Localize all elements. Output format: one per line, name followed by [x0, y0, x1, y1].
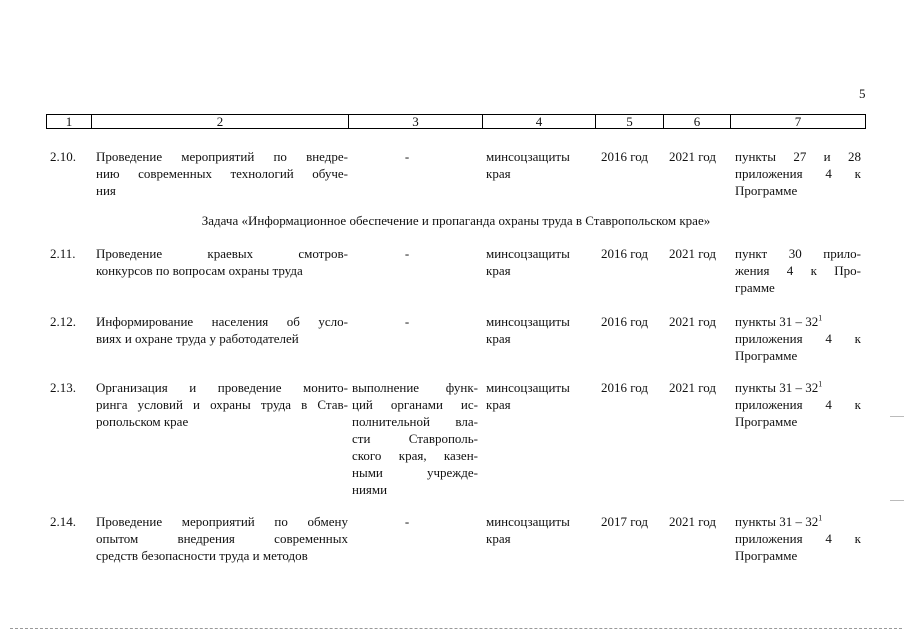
- row-number: 2.11.: [50, 246, 76, 261]
- row-reference: пункты $31 - 32^1$ приложения 4 к Программе: [735, 313, 861, 363]
- table-header-row: [46, 114, 866, 129]
- row-start-year: 2016 год: [601, 314, 648, 329]
- row-end-year: 2021 год: [669, 246, 716, 261]
- row-end-year: 2021 год: [669, 149, 716, 164]
- row-mechanism: -: [404, 149, 410, 164]
- scan-bottom-edge: [10, 628, 902, 629]
- row-number: 2.10.: [50, 149, 76, 164]
- row-start-year: 2017 год: [601, 514, 648, 529]
- row-end-year: 2021 год: [669, 314, 716, 329]
- header-col-6: 6: [664, 115, 731, 128]
- row-reference: пункты 27 и 28 приложения 4 к Программе: [735, 149, 861, 198]
- scan-margin-mark: [890, 500, 904, 501]
- row-start-year: 2016 год: [601, 380, 648, 395]
- row-description: Информирование населения об усло- виях и охране труда у работодателей: [96, 314, 348, 346]
- row-mechanism: выполнение функ- ций органами ис- полнительной вла- сти Ставрополь- ского края, казен- ными учрежде- ниями: [352, 380, 478, 497]
- row-mechanism: -: [404, 514, 410, 529]
- row-number: 2.12.: [50, 314, 76, 329]
- row-start-year: 2016 год: [601, 149, 648, 164]
- header-col-1: 1: [47, 115, 92, 128]
- row-number: 2.14.: [50, 514, 76, 529]
- header-col-4: 4: [483, 115, 596, 128]
- row-reference: пункт 30 прило- жения 4 к Про- грамме: [735, 246, 861, 295]
- row-mechanism: -: [404, 246, 410, 261]
- row-description: Проведение мероприятий по внедре- нию современных технологий обуче- ния: [96, 149, 348, 198]
- row-executor: минсоцзащиты края: [486, 380, 570, 412]
- row-description: Проведение краевых смотров- конкурсов по вопросам охраны труда: [96, 246, 348, 278]
- row-reference: пункты $31 - 32^1$ приложения 4 к Программе: [735, 379, 861, 429]
- row-description: Организация и проведение монито- ринга условий и охраны труда в Став- ропольском крае: [96, 380, 348, 429]
- row-end-year: 2021 год: [669, 514, 716, 529]
- header-col-3: 3: [349, 115, 483, 128]
- row-reference: пункты $31 - 32^1$ приложения 4 к Программе: [735, 513, 861, 563]
- header-col-5: 5: [596, 115, 664, 128]
- scan-margin-mark: [890, 416, 904, 417]
- task-heading: Задача «Информационное обеспечение и пропаганда охраны труда в Ставропольском крае»: [201, 213, 711, 228]
- row-end-year: 2021 год: [669, 380, 716, 395]
- row-start-year: 2016 год: [601, 246, 648, 261]
- row-number: 2.13.: [50, 380, 76, 395]
- row-executor: минсоцзащиты края: [486, 246, 570, 278]
- page-number: 5: [859, 86, 866, 101]
- row-mechanism: -: [404, 314, 410, 329]
- row-executor: минсоцзащиты края: [486, 314, 570, 346]
- header-col-7: 7: [794, 114, 802, 129]
- row-executor: минсоцзащиты края: [486, 149, 570, 181]
- header-col-2: 2: [92, 115, 349, 128]
- row-executor: минсоцзащиты края: [486, 514, 570, 546]
- row-description: Проведение мероприятий по обмену опытом внедрения современных средств безопасности труда и методов: [96, 514, 348, 563]
